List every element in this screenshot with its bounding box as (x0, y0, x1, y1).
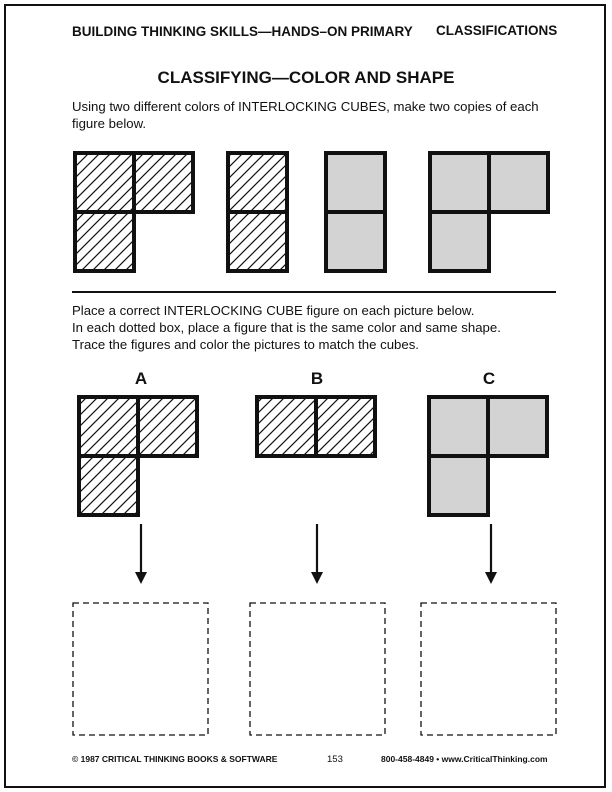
instruction-line: Trace the figures and color the pictures to match the cubes. (72, 337, 419, 352)
figure-b-hatched-horizontal-pair (257, 397, 375, 456)
model-gray-vertical-pair (326, 153, 385, 271)
header-section-title: CLASSIFICATIONS (436, 23, 558, 38)
model-hatched-vertical-pair (228, 153, 287, 271)
instruction-line: Place a correct INTERLOCKING CUBE figure on each picture below. (72, 303, 475, 318)
label-b: B (310, 369, 324, 388)
bottom-instructions (72, 302, 501, 353)
worksheet-title: CLASSIFYING—COLOR AND SHAPE (157, 68, 455, 87)
instruction-line: In each dotted box, place a figure that is the same color and same shape. (72, 320, 501, 335)
instruction-line: Using two different colors of INTERLOCKING CUBES, make two copies of each (72, 99, 539, 114)
figure-c-gray-l-shape (429, 397, 547, 515)
dotted-answer-box-b[interactable] (250, 603, 385, 735)
dotted-answer-box-c[interactable] (421, 603, 556, 735)
label-c: C (482, 369, 496, 388)
label-a: A (134, 369, 148, 388)
figure-a-hatched-l-shape (79, 397, 197, 515)
model-hatched-l-shape (75, 153, 193, 271)
dotted-answer-box-a[interactable] (73, 603, 208, 735)
footer-page-number: 153 (327, 754, 343, 765)
header-series-title: BUILDING THINKING SKILLS—HANDS–ON PRIMARY (72, 24, 413, 39)
footer-copyright: © 1987 CRITICAL THINKING BOOKS & SOFTWARE (72, 754, 278, 764)
footer-contact: 800-458-4849 • www.CriticalThinking.com (381, 754, 548, 764)
model-gray-l-shape (430, 153, 548, 271)
instruction-line: figure below. (72, 116, 147, 131)
